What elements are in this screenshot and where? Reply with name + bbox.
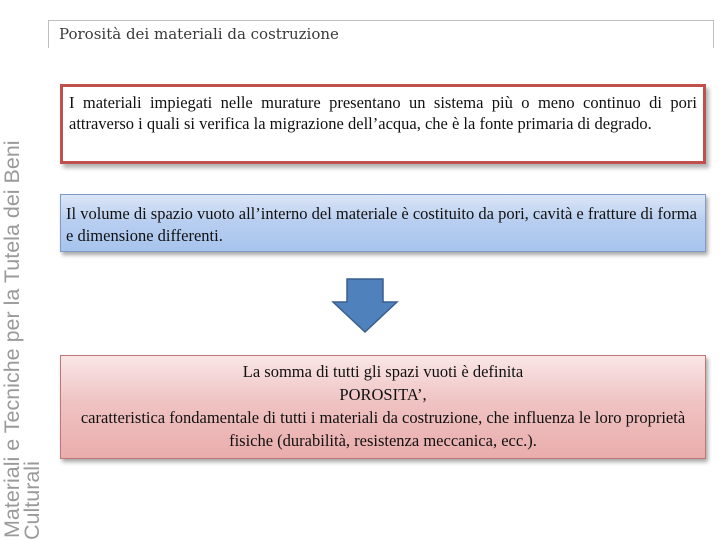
- slide-title: Porosità dei materiali da costruzione: [59, 25, 339, 43]
- pores-intro-box: I materiali impiegati nelle murature presentano un sistema più o meno continuo di pori attraverso i quali si verifica la migrazione dell’acqua, che è la fonte primaria di degrado.: [60, 84, 706, 164]
- porosity-term: POROSITA’,: [339, 385, 427, 404]
- side-course-title: [0, 0, 60, 540]
- side-course-title-line2: Culturali: [20, 461, 44, 540]
- porosity-definition-box: [60, 355, 706, 459]
- porosity-definition-line3: caratteristica fondamentale di tutti i materiali da costruzione, che influenza le loro proprietà fisiche (durabilità, resistenza meccanica, ecc.).: [80, 408, 686, 450]
- arrow-down-icon: [331, 278, 399, 334]
- header-frame: [48, 20, 714, 48]
- porosity-definition-line1: La somma di tutti gli spazi vuoti è definita: [242, 362, 524, 381]
- side-course-title-line1: Materiali e Tecniche per la Tutela dei Beni: [0, 140, 24, 538]
- void-volume-box: Il volume di spazio vuoto all’interno del materiale è costituito da pori, cavità e fratture di forma e dimensione differenti.: [60, 194, 706, 252]
